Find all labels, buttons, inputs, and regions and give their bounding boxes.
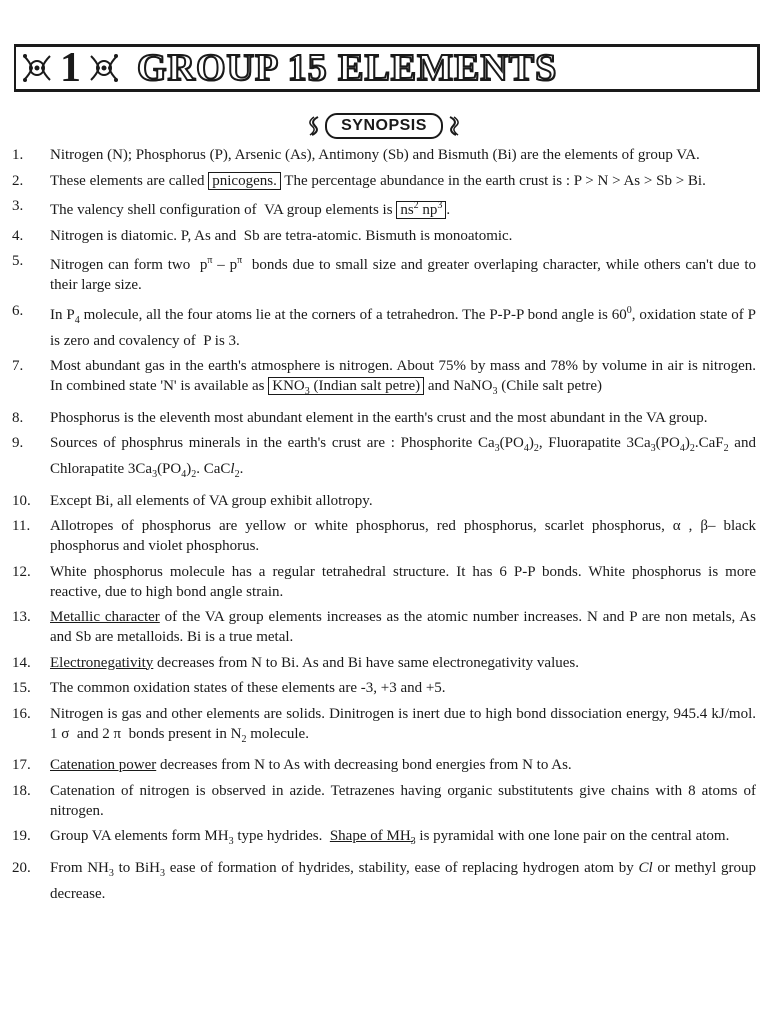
item-text: Metallic character of the VA group elements increases as the atomic number increases. N and P are non metals, As and Sb are metalloids. Bi is a true metal. — [50, 609, 756, 645]
floral-ornament-icon — [87, 50, 121, 86]
list-item — [12, 356, 760, 402]
item-text: Nitrogen (N); Phosphorus (P), Arsenic (As), Antimony (Sb) and Bismuth (Bi) are the elements of group VA. — [50, 147, 700, 163]
list-item — [12, 607, 760, 647]
list-item — [12, 145, 760, 165]
item-number: 14. — [12, 654, 31, 671]
item-text: Group VA elements form $MH_3$ type hydrides. Shape of $MH_3$ is pyramidal with one lone pair on the central atom. — [50, 828, 730, 847]
item-text: Nitrogen is gas and other elements are solids. Dinitrogen is inert due to high bond dissociation energy, 945.4 kJ/mol. 1 σ and 2 π bonds present in $N_2$ molecule. — [50, 705, 756, 745]
item-number: 9. — [12, 435, 24, 451]
item-text: The common oxidation states of these elements are -3, +3 and +5. — [50, 680, 446, 696]
item-number: 5. — [12, 253, 24, 269]
list-item — [12, 516, 760, 556]
list-item — [12, 408, 760, 428]
item-number: 19. — [12, 828, 31, 844]
synopsis-list — [12, 145, 760, 909]
list-item — [12, 301, 760, 351]
item-number: 3. — [12, 198, 24, 214]
item-text: Nitrogen can form two $p^\pi - p^\pi$ bonds due to small size and greater overlaping character, while others can't due to their large size. — [50, 255, 757, 293]
item-number: 2. — [12, 172, 24, 189]
floral-ornament-icon — [20, 50, 54, 86]
item-number: 18. — [12, 782, 31, 799]
list-item — [12, 562, 760, 602]
synopsis-heading — [0, 113, 768, 139]
chapter-title-bar — [14, 44, 760, 92]
list-item — [12, 491, 760, 511]
item-text: White phosphorus molecule has a regular tetrahedral structure. It has 6 P-P bonds. White phosphorus is more reactive, due to high bond angle strain. — [50, 563, 756, 600]
item-text: Electronegativity decreases from N to Bi. As and Bi have same electronegativity values. — [50, 654, 580, 671]
item-number: 7. — [12, 358, 24, 374]
item-number: 4. — [12, 227, 24, 244]
list-item — [12, 226, 760, 246]
item-text: These elements are called pnicogens. The percentage abundance in the earth crust is : P > N > As > Sb > Bi. — [50, 172, 706, 189]
synopsis-label: SYNOPSIS — [325, 113, 443, 139]
item-text: Sources of phosphrus minerals in the earth's crust are : Phosphorite $Ca_3(PO_4)_2$, Fluorapatite $3Ca_3(PO_4)_2.CaF_2$ and Chlorapatite $3Ca_3(PO_4)_2$. CaCl$_2$. — [50, 435, 756, 480]
list-item — [12, 196, 760, 220]
item-number: 15. — [12, 680, 31, 696]
item-text: Allotropes of phosphorus are yellow or white phosphorus, red phosphorus, scarlet phosphorus, α , β– black phosphorus and violet phosphorus. — [50, 518, 756, 554]
item-text: The valency shell configuration of VA group elements is $ns^2$ $np^3$ . — [50, 200, 451, 218]
chapter-number: 1 — [60, 45, 81, 91]
item-number: 8. — [12, 409, 24, 426]
item-number: 20. — [12, 859, 31, 876]
chapter-title: GROUP 15 ELEMENTS — [137, 47, 558, 89]
list-item — [12, 755, 760, 775]
item-number: 12. — [12, 563, 31, 580]
list-item — [12, 653, 760, 673]
list-item — [12, 433, 760, 485]
item-text: Except Bi, all elements of VA group exhibit allotropy. — [50, 492, 373, 509]
list-item — [12, 251, 760, 295]
swirl-ornament-icon — [308, 115, 322, 137]
item-text: Phosphorus is the eleventh most abundant element in the earth's crust and the most abundant in the VA group. — [50, 409, 708, 426]
item-number: 13. — [12, 609, 31, 625]
list-item — [12, 678, 760, 698]
item-text: Most abundant gas in the earth's atmosphere is nitrogen. About 75% by mass and 78% by volume in air is nitrogen. In combined state 'N' is available as $KNO_3$ (Indian salt petre) and NaNO$_3$ (Chile salt petre) — [50, 358, 756, 397]
item-text: Catenation of nitrogen is observed in azide. Tetrazenes having organic substitutents give chains with 8 atoms of nitrogen. — [50, 782, 756, 819]
item-text: Catenation power decreases from N to As with decreasing bond energies from N to As. — [50, 757, 572, 773]
item-number: 10. — [12, 492, 31, 509]
item-text: From $NH_3$ to BiH$_3$ ease of formation of hydrides, stability, ease of replacing hydrogen atom by Cl or methyl group decrease. — [50, 859, 756, 902]
list-item — [12, 704, 760, 750]
list-item — [12, 826, 760, 852]
item-number: 1. — [12, 147, 24, 163]
item-number: 16. — [12, 705, 31, 722]
list-item — [12, 858, 760, 904]
item-text: In $P_4$ molecule, all the four atoms lie at the corners of a tetrahedron. The P-P-P bond angle is $60^0$, oxidation state of P is zero and covalency of P is 3. — [50, 304, 756, 349]
swirl-ornament-icon — [446, 115, 460, 137]
item-number: 6. — [12, 302, 24, 319]
list-item — [12, 171, 760, 191]
list-item — [12, 781, 760, 821]
item-text: Nitrogen is diatomic. P, As and Sb are tetra-atomic. Bismuth is monoatomic. — [50, 227, 513, 244]
item-number: 17. — [12, 757, 31, 773]
item-number: 11. — [12, 518, 31, 534]
